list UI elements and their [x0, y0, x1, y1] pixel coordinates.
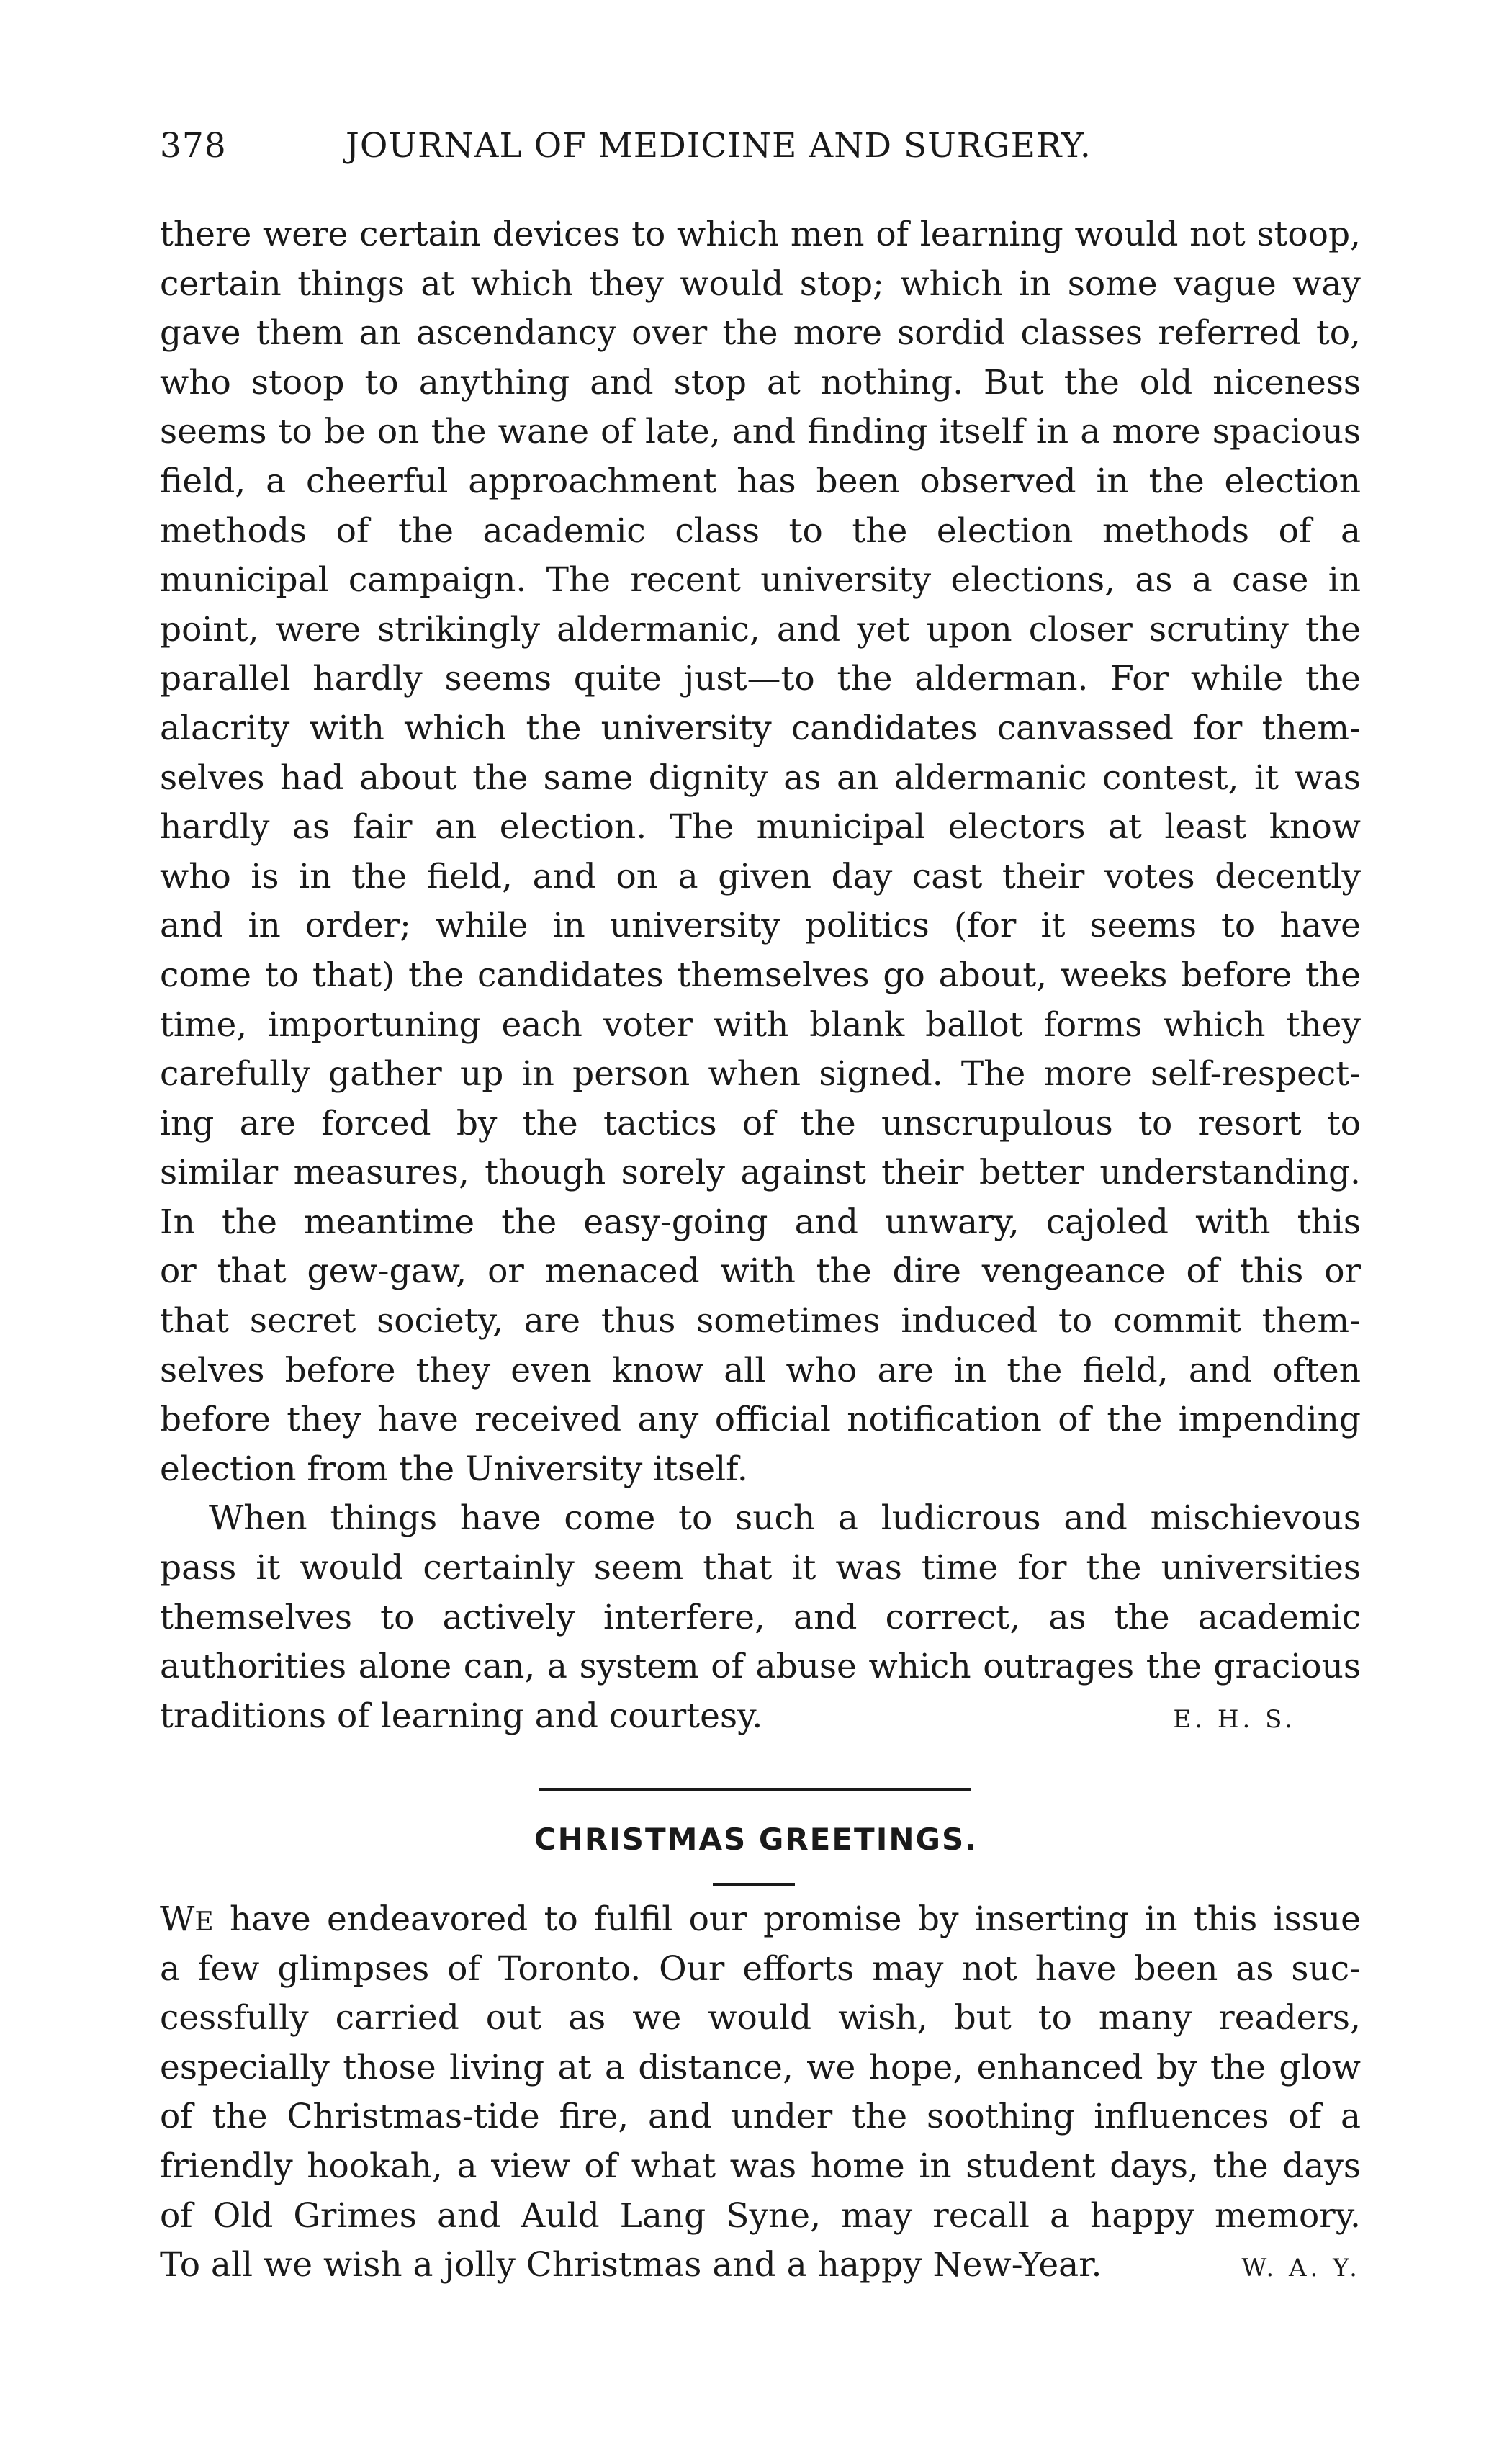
- text-line: ing are forced by the tactics of the unscrupulous to resort to: [160, 1103, 1361, 1143]
- text-line: carefully gather up in person when signed. The more self-respect-: [160, 1054, 1361, 1094]
- drop-cap: W: [160, 1899, 195, 1939]
- text-line: that secret society, are thus sometimes induced to commit them-: [160, 1301, 1361, 1341]
- first-line-text: have endeavored to fulfil our promise by inserting in this issue: [213, 1899, 1361, 1939]
- text-line: similar measures, though sorely against their better understanding.: [160, 1153, 1361, 1193]
- text-line: before they have received any official notification of the impending: [160, 1400, 1361, 1440]
- heading-underline-rule: [713, 1883, 795, 1886]
- closing-line: [160, 2241, 1361, 2290]
- text-line: gave them an ascendancy over the more sordid classes referred to,: [160, 313, 1361, 354]
- author-initials: W. A. Y.: [1241, 2254, 1361, 2283]
- text-line: authorities alone can, a system of abuse which outrages the gracious: [160, 1647, 1361, 1687]
- text-line: alacrity with which the university candidates canvassed for them-: [160, 708, 1361, 748]
- small-caps: E: [194, 1907, 214, 1937]
- article-elections: [160, 210, 1361, 1741]
- text-line: In the meantime the easy-going and unwary, cajoled with this: [160, 1202, 1361, 1242]
- text-line: a few glimpses of Toronto. Our efforts may not have been as suc-: [160, 1948, 1361, 1989]
- text-line: pass it would certainly seem that it was time for the universities: [160, 1548, 1361, 1588]
- text-line: or that gew-gaw, or menaced with the dire vengeance of this or: [160, 1251, 1361, 1292]
- section-divider-rule: [539, 1788, 971, 1791]
- page-number: 378: [160, 126, 227, 166]
- text-line: cessfully carried out as we would wish, but to many readers,: [160, 1998, 1361, 2038]
- article-elections-paragraph-1: [160, 210, 1361, 1494]
- text-line: point, were strikingly aldermanic, and yet upon closer scrutiny the: [160, 609, 1361, 649]
- journal-title: JOURNAL OF MEDICINE AND SURGERY.: [346, 126, 1092, 166]
- closing-text: To all we wish a jolly Christmas and a happy New-Year.: [160, 2245, 1102, 2285]
- text-line: methods of the academic class to the election methods of a: [160, 510, 1361, 551]
- closing-line: [160, 1692, 1361, 1742]
- text-line: selves before they even know all who are in the field, and often: [160, 1350, 1361, 1390]
- section-heading: CHRISTMAS GREETINGS.: [534, 1822, 978, 1857]
- text-line: who is in the field, and on a given day cast their votes decently: [160, 856, 1361, 896]
- text-line: of the Christmas-tide fire, and under the soothing influences of a: [160, 2097, 1361, 2137]
- text-line: and in order; while in university politics (for it seems to have: [160, 906, 1361, 946]
- text-line: selves had about the same dignity as an aldermanic contest, it was: [160, 757, 1361, 798]
- text-line: When things have come to such a ludicrous and mischievous: [209, 1498, 1361, 1539]
- text-line: field, a cheerful approachment has been observed in the election: [160, 461, 1361, 501]
- text-line: who stoop to anything and stop at nothing. But the old niceness: [160, 362, 1361, 402]
- text-line: of Old Grimes and Auld Lang Syne, may recall a happy memory.: [160, 2195, 1361, 2236]
- text-line: seems to be on the wane of late, and finding itself in a more spacious: [160, 412, 1361, 452]
- text-line: municipal campaign. The recent university elections, as a case in: [160, 560, 1361, 600]
- text-line: parallel hardly seems quite just—to the alderman. For while the: [160, 659, 1361, 699]
- author-initials: E. H. S.: [1173, 1704, 1296, 1734]
- text-line: election from the University itself.: [160, 1449, 748, 1489]
- text-line: time, importuning each voter with blank ballot forms which they: [160, 1004, 1361, 1045]
- text-line: come to that) the candidates themselves go about, weeks before the: [160, 955, 1361, 995]
- text-line: especially those living at a distance, we hope, enhanced by the glow: [160, 2047, 1361, 2087]
- text-line: friendly hookah, a view of what was home in student days, the days: [160, 2146, 1361, 2186]
- text-line: certain things at which they would stop; which in some vague way: [160, 264, 1361, 304]
- running-head: [160, 121, 1361, 171]
- closing-text: traditions of learning and courtesy.: [160, 1696, 763, 1736]
- article-elections-paragraph-2: [160, 1494, 1361, 1741]
- text-line: themselves to actively interfere, and correct, as the academic: [160, 1597, 1361, 1637]
- article-christmas-greetings: [160, 1895, 1361, 2290]
- text-line: hardly as fair an election. The municipal electors at least know: [160, 807, 1361, 847]
- text-line: there were certain devices to which men of learning would not stoop,: [160, 215, 1361, 254]
- text-line-first: [160, 1895, 1361, 1945]
